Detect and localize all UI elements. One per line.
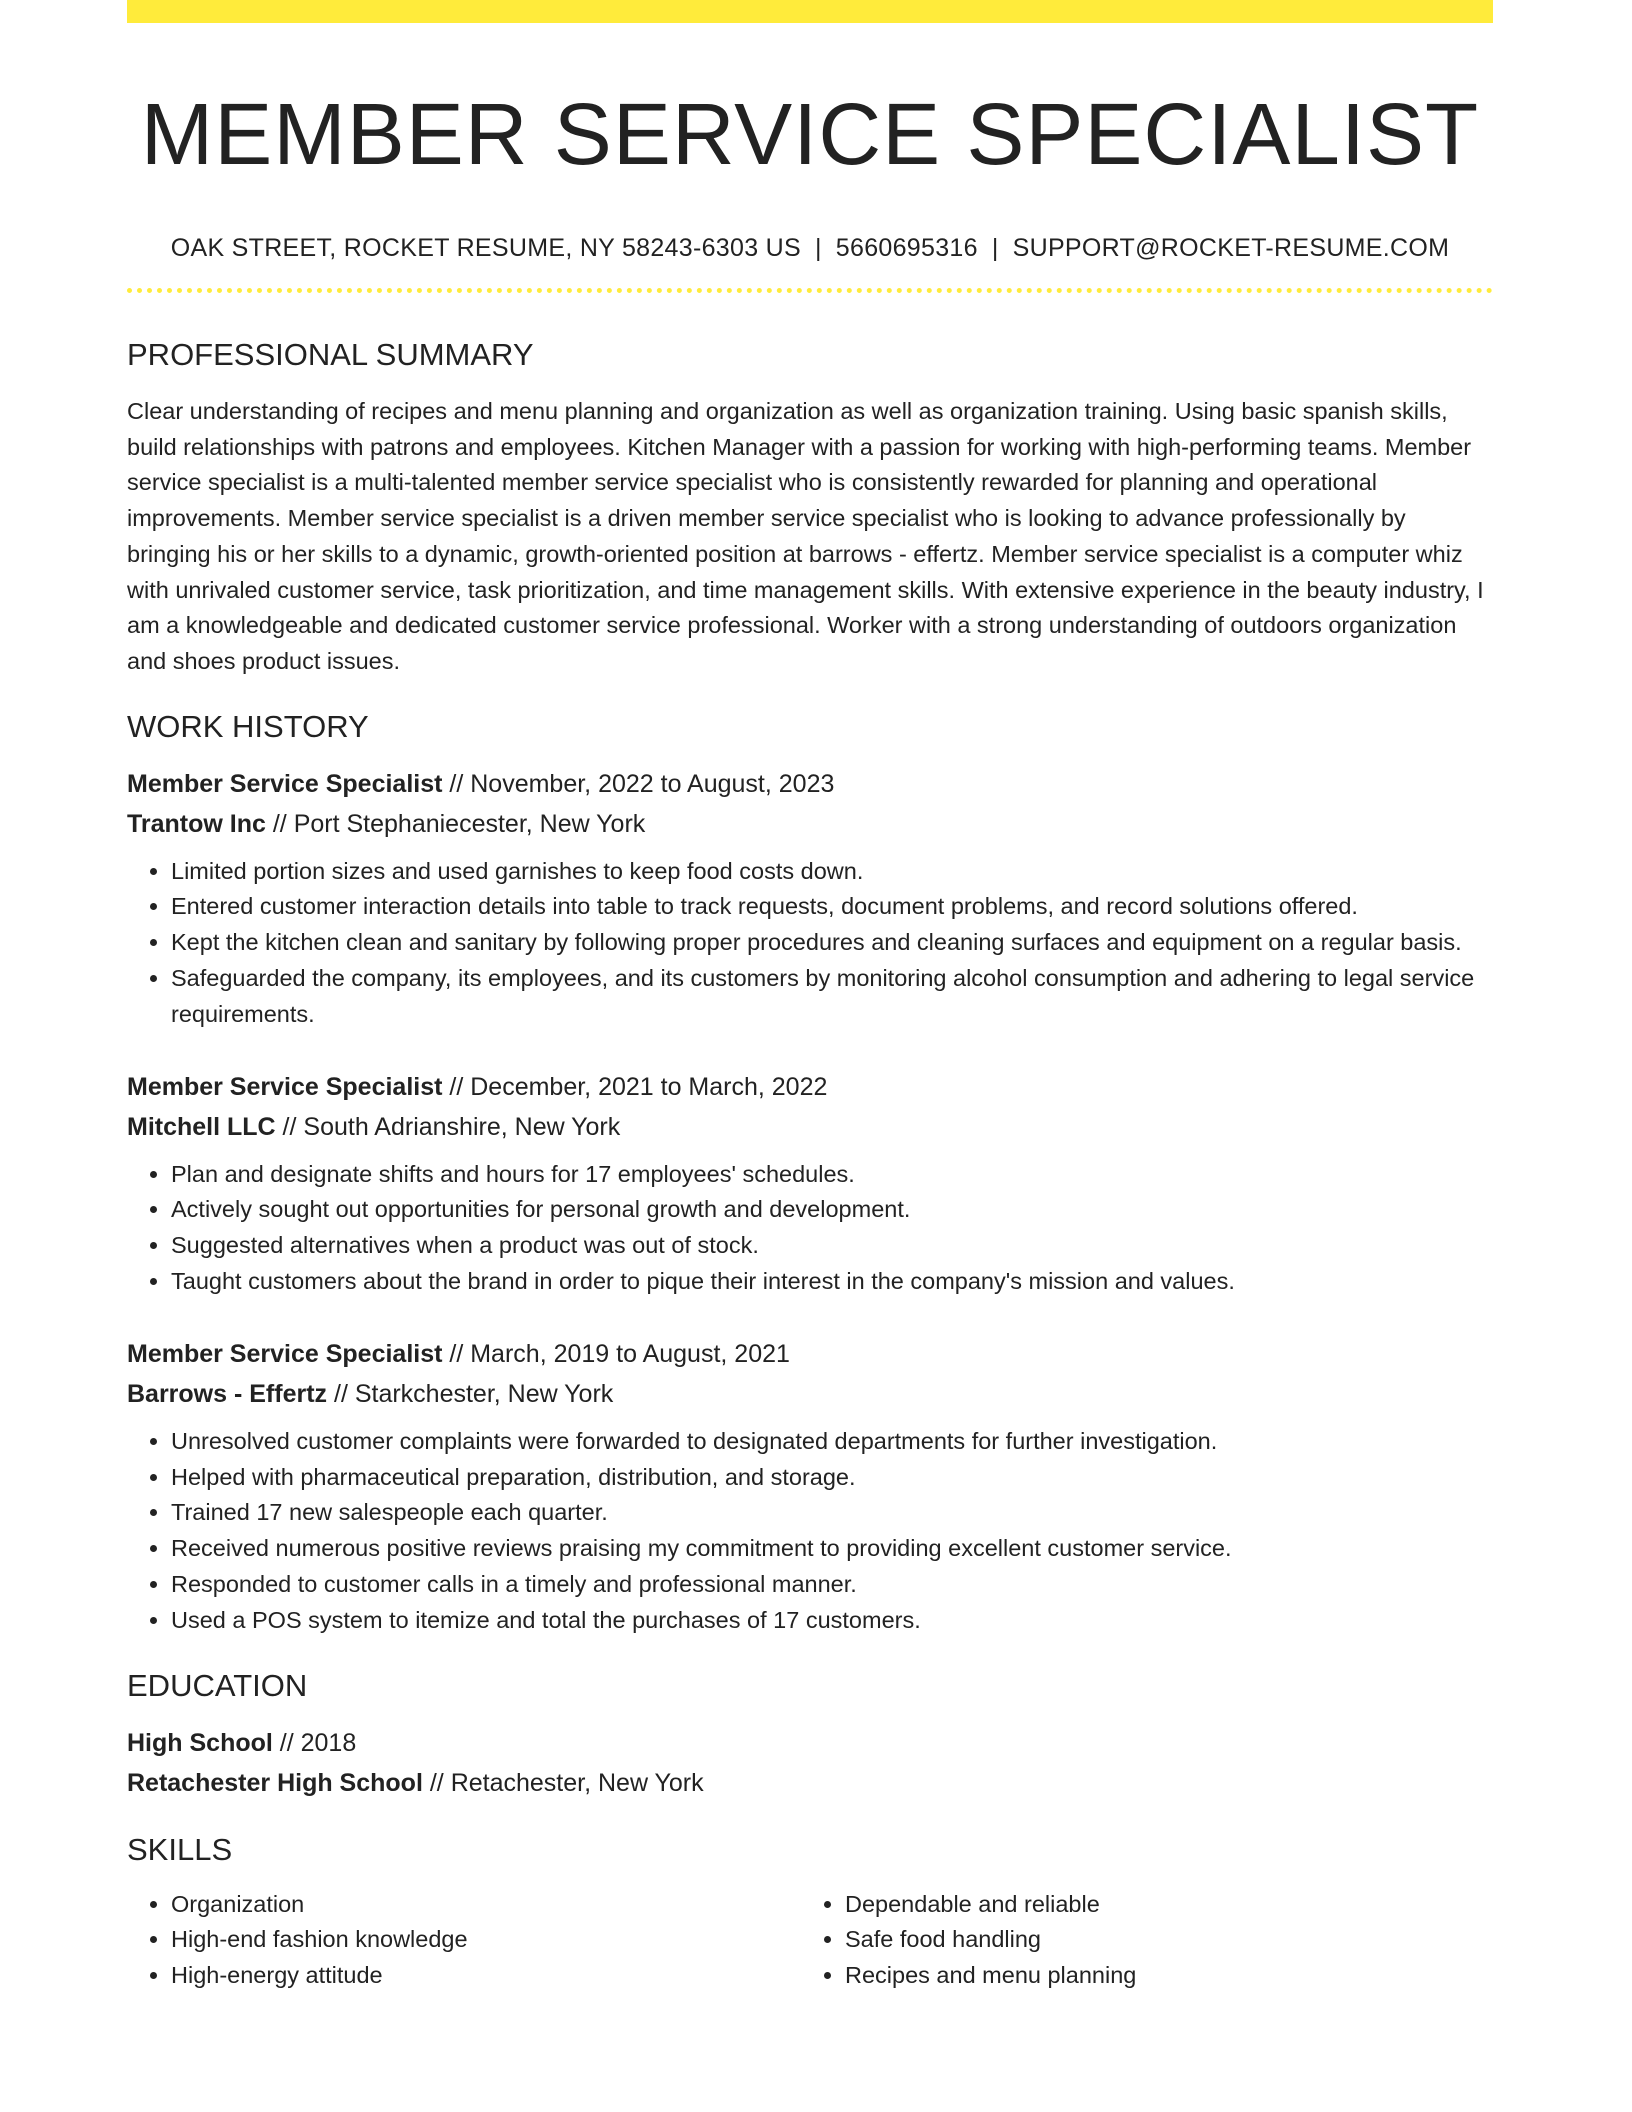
skill-item: • High-energy attitude [171,1958,801,1994]
skills-columns [127,1887,1493,1994]
skills-list-right [801,1887,1475,1994]
job-entry [127,764,1493,1033]
summary-text: Clear understanding of recipes and menu planning and organization as well as organization training. Using basic spanish skills, build relationships with patrons and employees. Kitchen Manager with a passion for working with high-performing teams. Member service specialist is a multi-talented member service specialist who is consistently rewarded for planning and operational improvements. Member service specialist is a driven member service specialist who is looking to advance professionally by bringing his or her skills to a dynamic, growth-oriented position at barrows - effertz. Member service specialist is a computer whiz with unrivaled customer service, task prioritization, and time management skills. With extensive experience in the beauty industry, I am a knowledgeable and dedicated customer service professional. Worker with a strong understanding of outdoors organization and shoes product issues. [127,398,1484,674]
job-dates: // December, 2021 to March, 2022 [442,1072,828,1101]
list-item: • Taught customers about the brand in order to pique their interest in the company's mission and values. [171,1264,1493,1300]
list-item: • Actively sought out opportunities for personal growth and development. [171,1192,1493,1228]
job-bullets [127,854,1493,1033]
education-degree: High School [127,1728,273,1757]
job-company: Trantow Inc [127,809,266,838]
skill-item: • Dependable and reliable [845,1887,1475,1923]
contact-email: SUPPORT@ROCKET-RESUME.COM [1012,234,1450,262]
education-year: // 2018 [272,1728,357,1757]
job-company-line [127,1107,1493,1147]
skill-item: • High-end fashion knowledge [171,1922,801,1958]
skills-heading: SKILLS [127,1831,233,1867]
list-item: • Plan and designate shifts and hours for 17 employees' schedules. [171,1157,1493,1193]
list-item: • Entered customer interaction details into table to track requests, document problems, and record solutions offered. [171,889,1493,925]
contact-line [127,233,1493,263]
skill-item: • Recipes and menu planning [845,1958,1475,1994]
education-school-line [127,1763,1493,1803]
list-item: • Safeguarded the company, its employees, and its customers by monitoring alcohol consumption and adhering to legal service requirements. [171,961,1493,1033]
list-item: • Helped with pharmaceutical preparation, distribution, and storage. [171,1460,1493,1496]
job-entry [127,1334,1493,1639]
job-entry [127,1067,1493,1300]
job-location: // South Adrianshire, New York [275,1112,621,1141]
list-item: • Trained 17 new salespeople each quarter. [171,1495,1493,1531]
job-bullets [127,1424,1493,1639]
list-item: • Received numerous positive reviews praising my commitment to providing excellent customer service. [171,1531,1493,1567]
job-dates: // March, 2019 to August, 2021 [442,1339,790,1368]
resume-page [127,0,1493,1994]
job-dates: // November, 2022 to August, 2023 [442,769,835,798]
job-location: // Port Stephaniecester, New York [265,809,646,838]
job-bullets [127,1157,1493,1300]
list-item: • Suggested alternatives when a product was out of stock. [171,1228,1493,1264]
skill-item: • Organization [171,1887,801,1923]
list-item: • Kept the kitchen clean and sanitary by following proper procedures and cleaning surfaces and equipment on a regular basis. [171,925,1493,961]
job-title-line [127,764,1493,804]
education-location: // Retachester, New York [422,1768,704,1797]
list-item: • Used a POS system to itemize and total the purchases of 17 customers. [171,1603,1493,1639]
contact-address: OAK STREET, ROCKET RESUME, NY 58243-6303 US [170,234,801,262]
job-company-line [127,804,1493,844]
dotted-divider [127,288,1493,293]
education-entry [127,1723,1493,1803]
resume-title: MEMBER SERVICE SPECIALIST [140,86,1480,183]
education-degree-line [127,1723,1493,1763]
job-location: // Starkchester, New York [327,1379,614,1408]
job-title-line [127,1334,1493,1374]
list-item: • Limited portion sizes and used garnishes to keep food costs down. [171,854,1493,890]
list-item: • Unresolved customer complaints were forwarded to designated departments for further investigation. [171,1424,1493,1460]
skill-item: • Safe food handling [845,1922,1475,1958]
job-title-line [127,1067,1493,1107]
list-item: • Responded to customer calls in a timely and professional manner. [171,1567,1493,1603]
job-title: Member Service Specialist [127,1339,443,1368]
top-accent-bar [127,0,1493,23]
job-company-line [127,1374,1493,1414]
work-history-heading: WORK HISTORY [127,708,369,744]
contact-phone: 5660695316 [835,234,978,262]
job-title: Member Service Specialist [127,769,443,798]
contact-separator: | [814,234,822,262]
contact-separator: | [991,234,999,262]
education-heading: EDUCATION [127,1667,308,1703]
education-school: Retachester High School [127,1768,423,1797]
job-title: Member Service Specialist [127,1072,443,1101]
summary-heading: PROFESSIONAL SUMMARY [127,337,534,372]
skills-list-left [127,1887,801,1994]
job-company: Barrows - Effertz [127,1379,328,1408]
job-company: Mitchell LLC [127,1112,276,1141]
